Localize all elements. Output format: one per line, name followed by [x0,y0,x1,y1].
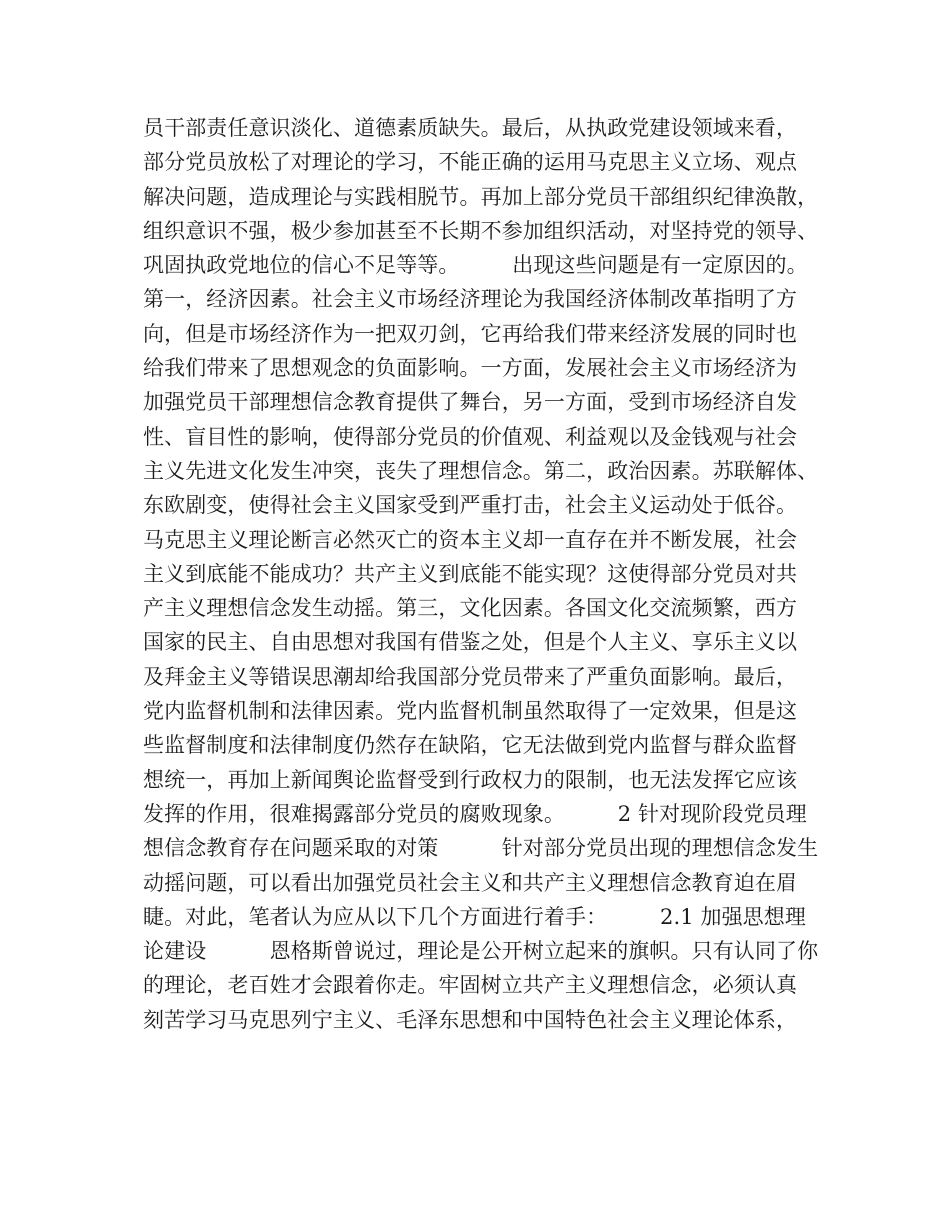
text-line: 解决问题，造成理论与实践相脱节。再加上部分党员干部组织纪律涣散， [143,184,819,209]
text-line: 动摇问题，可以看出加强党员社会主义和共产主义理想信念教育迫在眉 [143,870,798,895]
text-line: 第一，经济因素。社会主义市场经济理论为我国经济体制改革指明了方 [143,287,798,312]
text-line: 刻苦学习马克思列宁主义、毛泽东思想和中国特色社会主义理论体系， [143,1007,798,1032]
text-line: 部分党员放松了对理论的学习，不能正确的运用马克思主义立场、观点 [143,150,798,175]
text-line: 马克思主义理论断言必然灭亡的资本主义却一直存在并不断发展，社会 [143,527,798,552]
text-line: 党内监督机制和法律因素。党内监督机制虽然取得了一定效果，但是这 [143,699,798,724]
body-text [143,111,823,1037]
text-line: 产主义理想信念发生动摇。第三，文化因素。各国文化交流频繁，西方 [143,596,798,621]
text-line: 给我们带来了思想观念的负面影响。一方面，发展社会主义市场经济为 [143,356,798,381]
text-line: 员干部责任意识淡化、道德素质缺失。最后，从执政党建设领域来看， [143,116,798,140]
text-line: 东欧剧变，使得社会主义国家受到严重打击，社会主义运动处于低谷。 [143,493,798,518]
text-line: 些监督制度和法律制度仍然存在缺陷，它无法做到党内监督与群众监督 [143,733,798,758]
text-line: 性、盲目性的影响，使得部分党员的价值观、利益观以及金钱观与社会 [143,424,798,449]
text-line: 主义到底能不能成功？共产主义到底能不能实现？这使得部分党员对共 [143,561,798,586]
text-line: 论建设 恩格斯曾说过，理论是公开树立起来的旗帜。只有认同了你 [143,939,819,964]
text-line: 发挥的作用，很难揭露部分党员的腐败现象。 2 针对现阶段党员理 [143,801,807,826]
text-line: 国家的民主、自由思想对我国有借鉴之处，但是个人主义、享乐主义以 [143,630,798,655]
text-line: 主义先进文化发生冲突，丧失了理想信念。第二，政治因素。苏联解体、 [143,458,819,483]
text-line: 加强党员干部理想信念教育提供了舞台，另一方面，受到市场经济自发 [143,390,798,415]
text-line: 向，但是市场经济作为一把双刃剑，它再给我们带来经济发展的同时也 [143,321,798,346]
text-line: 巩固执政党地位的信心不足等等。 出现这些问题是有一定原因的。 [143,253,808,278]
text-line: 想统一，再加上新闻舆论监督受到行政权力的限制，也无法发挥它应该 [143,767,798,792]
text-line: 及拜金主义等错误思潮却给我国部分党员带来了严重负面影响。最后， [143,664,798,689]
text-line: 组织意识不强，极少参加甚至不长期不参加组织活动，对坚持党的领导、 [143,218,819,243]
text-line: 想信念教育存在问题采取的对策 针对部分党员出现的理想信念发生 [143,836,819,861]
text-line: 的理论，老百姓才会跟着你走。牢固树立共产主义理想信念，必须认真 [143,973,798,998]
text-line: 睫。对此，笔者认为应从以下几个方面进行着手： 2.1 加强思想理 [143,904,806,929]
